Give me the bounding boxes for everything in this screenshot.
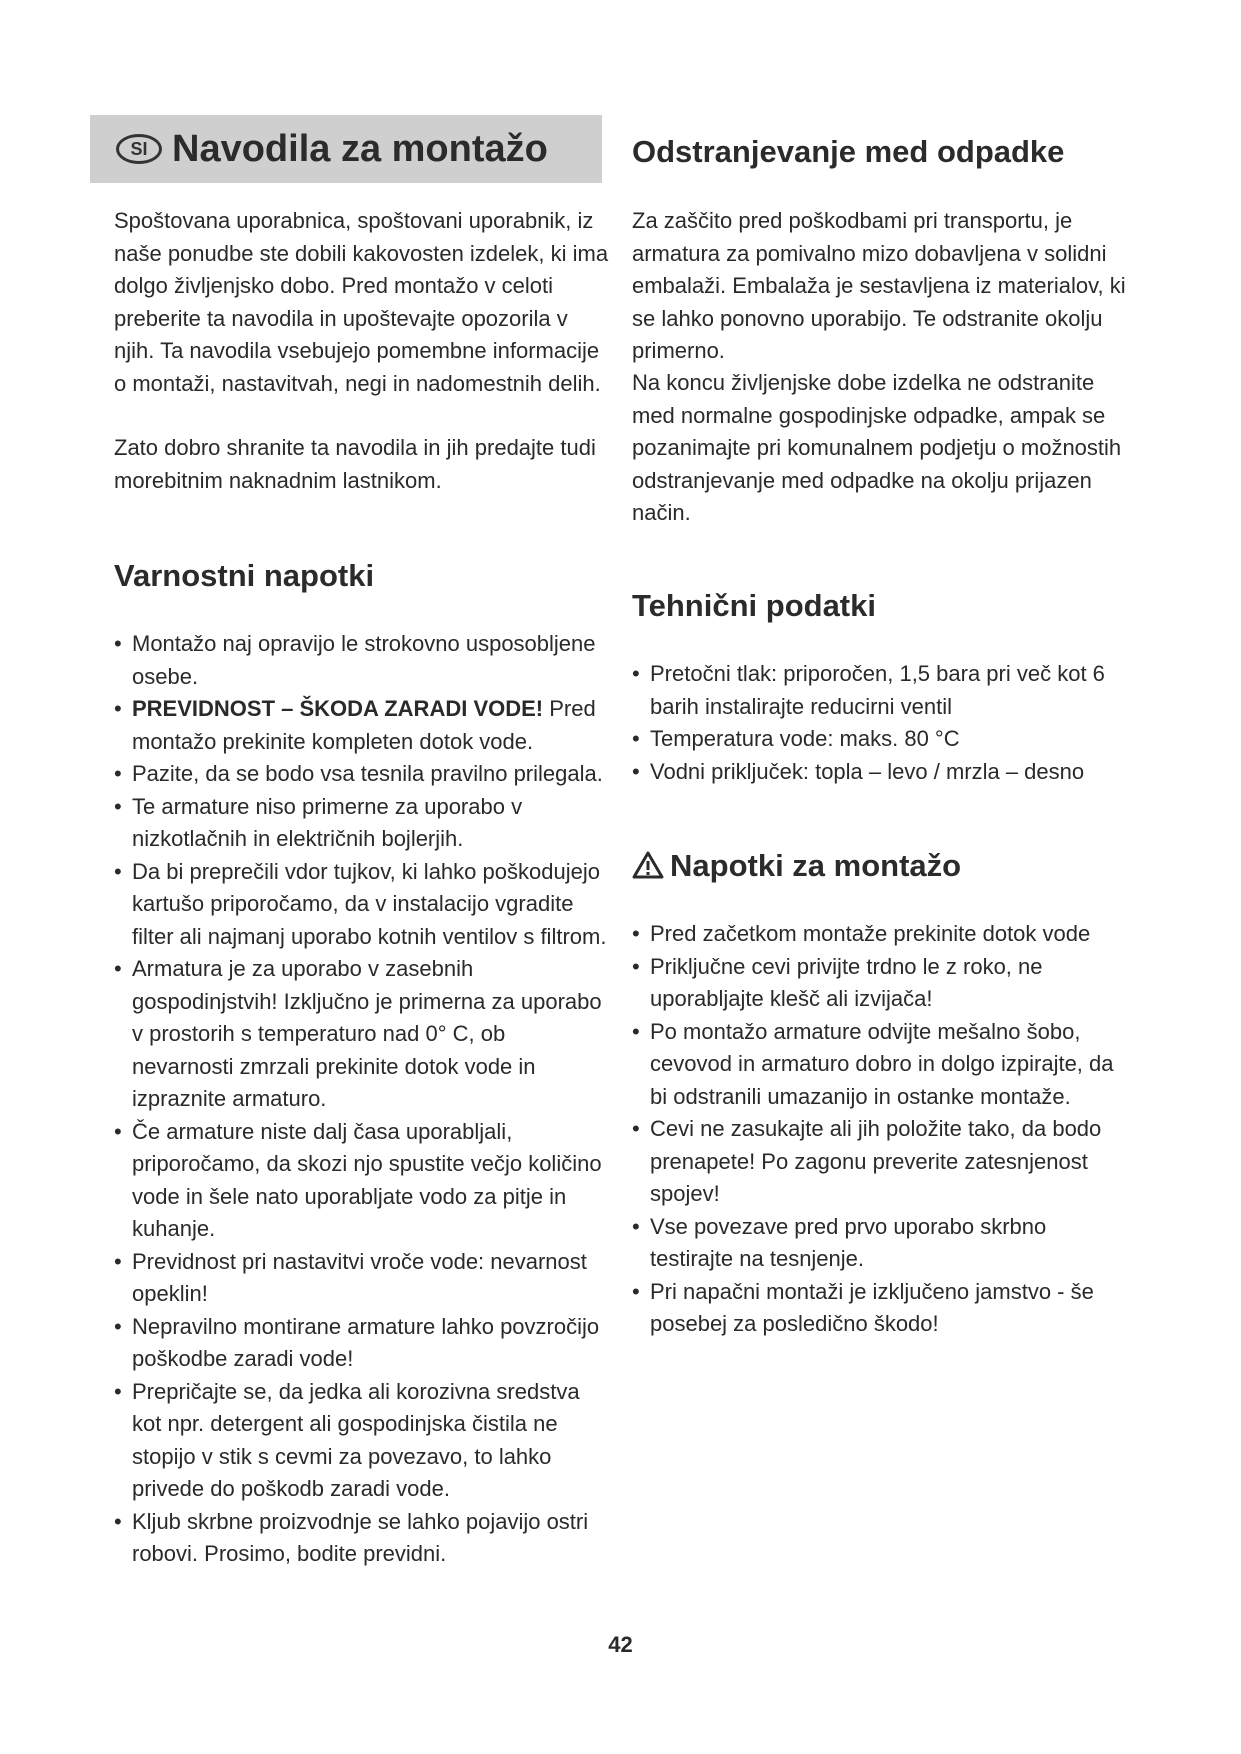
list-item: • Temperatura vode: maks. 80 °C — [632, 723, 1132, 756]
safety-heading: Varnostni napotki — [114, 558, 375, 593]
language-badge: SI — [116, 134, 162, 164]
list-item: • Nepravilno montirane armature lahko povzročijo poškodbe zaradi vode! — [114, 1311, 609, 1376]
list-item: • Te armature niso primerne za uporabo v nizkotlačnih in električnih bojlerjih. — [114, 791, 609, 856]
list-item: • Prepričajte se, da jedka ali korozivna sredstva kot npr. detergent ali gospodinjska čistila ne stopijo v stik s cevmi za povezavo, to lahko privede do poškodb zaradi vode. — [114, 1376, 609, 1506]
page-number: 42 — [608, 1632, 633, 1657]
list-item: • Armatura je za uporabo v zasebnih gospodinjstvih! Izključno je primerna za uporabo v prostorih s temperaturo nad 0° C, ob nevarnosti zmrzali prekinite dotok vode in izpraznite armaturo. — [114, 953, 609, 1116]
list-item: • Priključne cevi privijte trdno le z roko, ne uporabljajte klešč ali izvijača! — [632, 951, 1132, 1016]
list-item: • Pri napačni montaži je izključeno jamstvo - še posebej za posledično škodo! — [632, 1276, 1132, 1341]
tech-heading: Tehnični podatki — [632, 588, 876, 623]
disposal-paragraph-1: Za zaščito pred poškodbami pri transportu, je armatura za pomivalno mizo dobavljena v solidni embalaži. Embalaža je sestavljena iz materialov, ki se lahko ponovno uporabijo. Te odstranite okolju primerno. — [632, 208, 1126, 363]
list-item: • Pred začetkom montaže prekinite dotok vode — [632, 918, 1132, 951]
list-item: • Pazite, da se bodo vsa tesnila pravilno prilegala. — [114, 758, 609, 791]
assembly-heading: Napotki za montažo — [632, 848, 961, 888]
list-item: • PREVIDNOST – ŠKODA ZARADI VODE! Pred montažo prekinite kompleten dotok vode. — [114, 693, 609, 758]
warning-triangle-icon — [632, 850, 664, 888]
list-item: • Po montažo armature odvijte mešalno šobo, cevovod in armaturo dobro in dolgo izpirajte, da bi odstranili umazanijo in ostanke montaže. — [632, 1016, 1132, 1114]
list-item: • Da bi preprečili vdor tujkov, ki lahko poškodujejo kartušo priporočamo, da v instalacijo vgradite filter ali najmanj uporabo kotnih ventilov s filtrom. — [114, 856, 609, 954]
list-item: • Montažo naj opravijo le strokovno usposobljene osebe. — [114, 628, 609, 693]
tech-list — [632, 658, 1132, 788]
title-bar — [90, 115, 602, 183]
list-item: • Vse povezave pred prvo uporabo skrbno testirajte na tesnjenje. — [632, 1211, 1132, 1276]
list-item: • Cevi ne zasukajte ali jih položite tako, da bodo prenapete! Po zagonu preverite zatesnjenost spojev! — [632, 1113, 1132, 1211]
intro-paragraph-2: Zato dobro shranite ta navodila in jih predajte tudi morebitnim naknadnim lastnikom. — [114, 435, 596, 493]
list-item: • Kljub skrbne proizvodnje se lahko pojavijo ostri robovi. Prosimo, bodite previdni. — [114, 1506, 609, 1571]
page-title: Navodila za montažo — [172, 127, 548, 170]
warning-label: PREVIDNOST – ŠKODA ZARADI VODE! — [132, 696, 544, 721]
list-item: • Vodni priključek: topla – levo / mrzla – desno — [632, 756, 1132, 789]
disposal-heading: Odstranjevanje med odpadke — [632, 134, 1065, 169]
assembly-list — [632, 918, 1132, 1341]
list-item: • Če armature niste dalj časa uporabljali, priporočamo, da skozi njo spustite večjo količino vode in šele nato uporabljate vodo za pitje in kuhanje. — [114, 1116, 609, 1246]
disposal-paragraph-2: Na koncu življenjske dobe izdelka ne odstranite med normalne gospodinjske odpadke, ampak se pozanimajte pri komunalnem podjetju o možnostih odstranjevanje med odpadke na okolju prijazen način. — [632, 370, 1122, 525]
safety-list — [114, 628, 609, 1571]
list-item: • Previdnost pri nastavitvi vroče vode: nevarnost opeklin! — [114, 1246, 609, 1311]
intro-paragraph-1: Spoštovana uporabnica, spoštovani uporabnik, iz naše ponudbe ste dobili kakovosten izdelek, ki ima dolgo življenjsko dobo. Pred montažo v celoti preberite ta navodila in upoštevajte opozorila v njih. Ta navodila vsebujejo pomembne informacije o montaži, nastavitvah, negi in nadomestnih delih. — [114, 208, 609, 396]
list-item: • Pretočni tlak: priporočen, 1,5 bara pri več kot 6 barih instalirajte reducirni ventil — [632, 658, 1132, 723]
